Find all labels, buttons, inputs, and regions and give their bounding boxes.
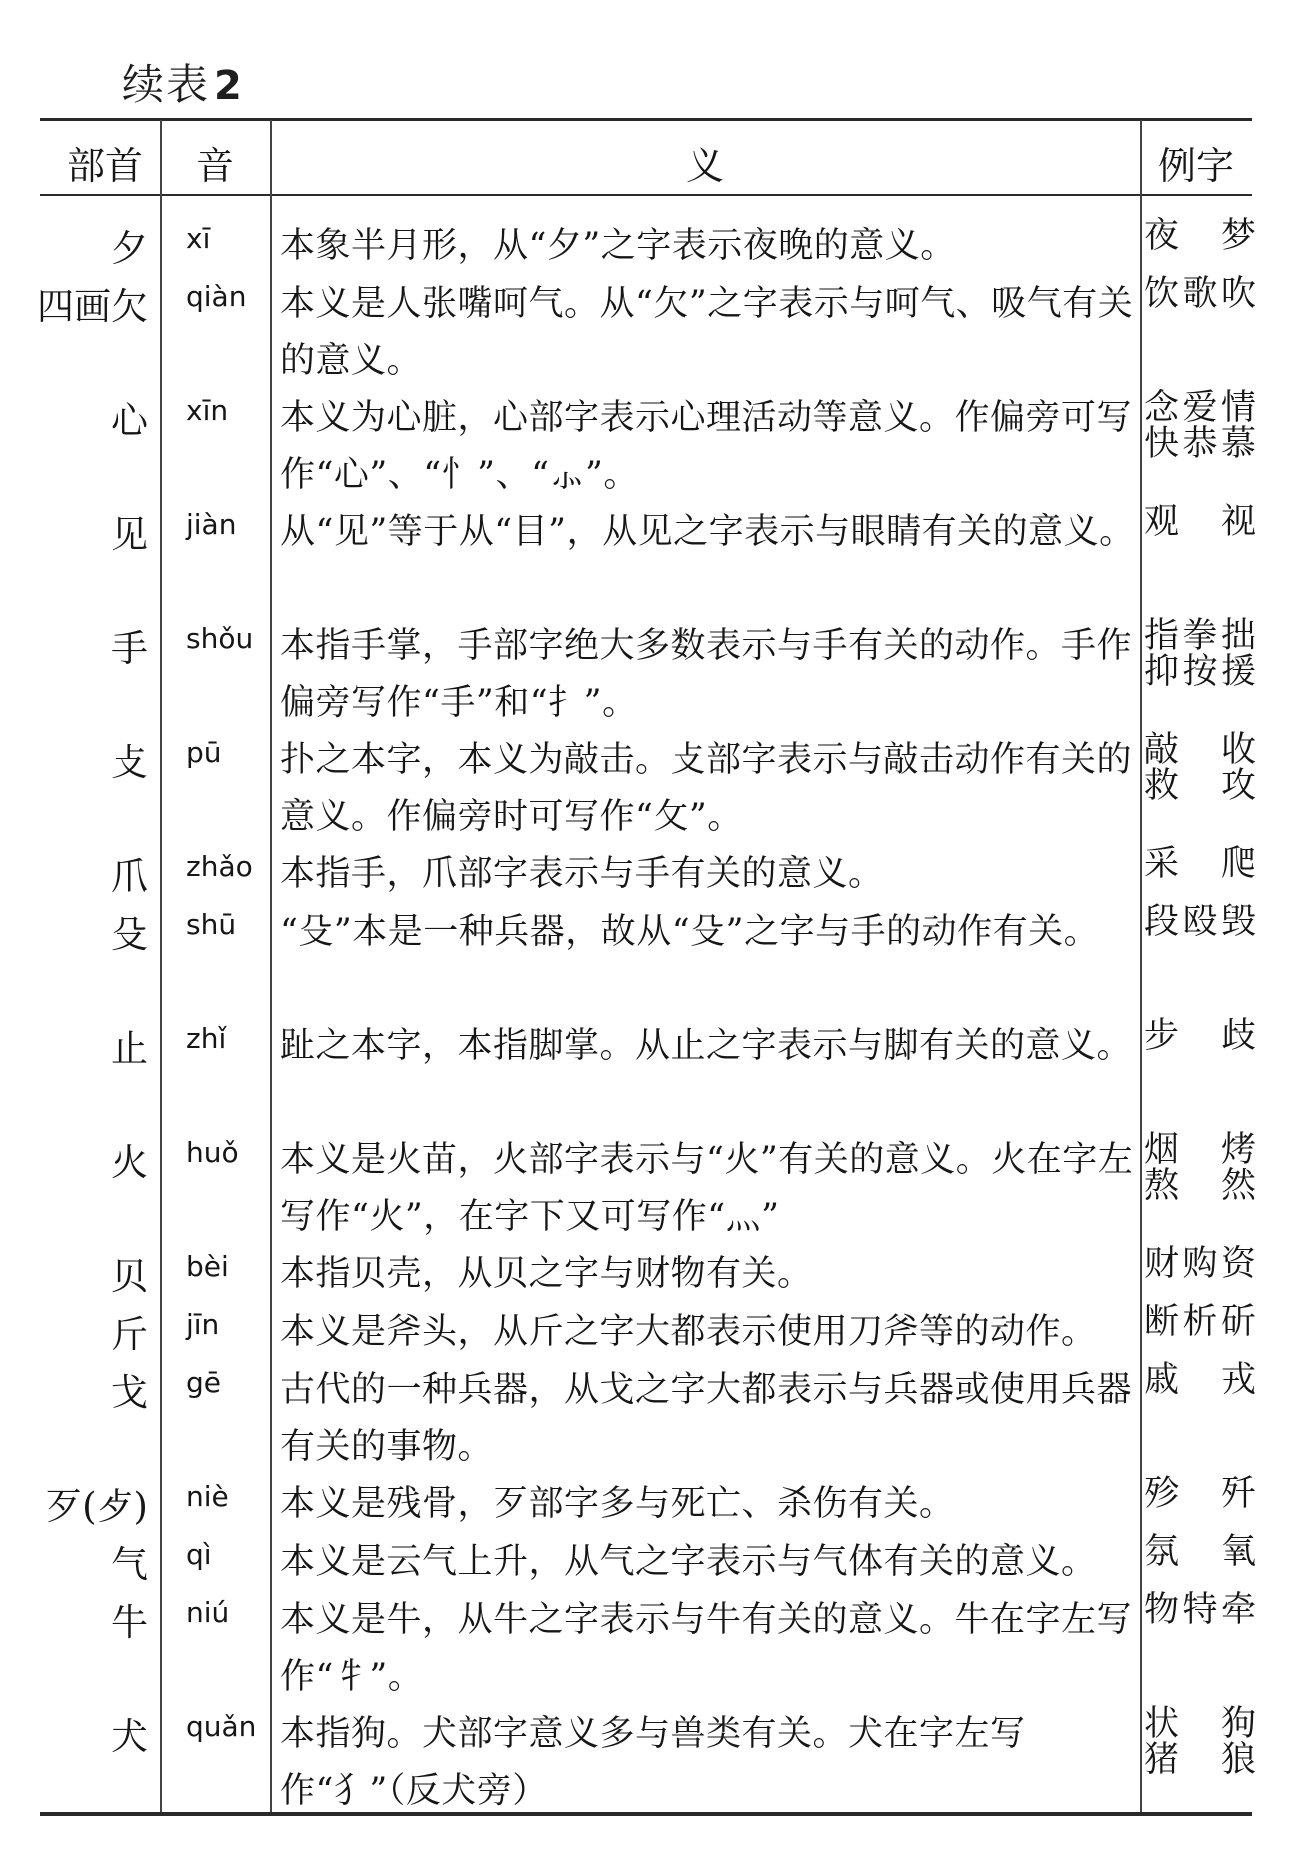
examples-cell [1144, 1706, 1256, 1778]
table-caption: 续表 2 [122, 60, 244, 109]
pinyin-cell: quǎn [186, 1710, 257, 1743]
examples-cell [1144, 904, 1256, 940]
radical-cell: 心 [111, 399, 148, 442]
radical-cell: 手 [111, 627, 148, 670]
meaning-cell: 本象半月形，从“夕”之字表示夜晚的意义。 [280, 226, 956, 266]
example-chars: 殄 歼 [1144, 1474, 1256, 1514]
examples-cell [1144, 1018, 1256, 1054]
header-radical: 部首 [66, 144, 143, 188]
radical-cell: 戈 [111, 1371, 148, 1414]
radical-cell: 火 [111, 1141, 148, 1184]
radical-cell: 气 [111, 1543, 148, 1586]
column-divider [270, 120, 272, 1812]
example-chars: 戚 戎 [1144, 1360, 1256, 1400]
meaning-cell: 本义为心脏，心部字表示心理活动等意义。作偏旁可写作“心”、“忄”、“⺗”。 [280, 398, 1133, 495]
examples-cell [1144, 1592, 1256, 1628]
meaning-cell: 趾之本字，本指脚掌。从止之字表示与脚有关的意义。 [280, 1026, 1133, 1066]
examples-cell [1144, 1534, 1256, 1570]
radical-cell: 斤 [111, 1313, 148, 1356]
examples-cell [1144, 1246, 1256, 1282]
pinyin-cell: qì [186, 1538, 212, 1571]
example-chars: 步 歧 [1144, 1016, 1256, 1056]
meaning-cell: 本义是斧头，从斤之字大都表示使用刀斧等的动作。 [280, 1312, 1097, 1352]
meaning-cell: 本指手掌，手部字绝大多数表示与手有关的动作。手作偏旁写作“手”和“扌”。 [280, 626, 1133, 723]
example-chars: 敲 收 [1144, 730, 1256, 770]
radical-cell: 止 [111, 1027, 148, 1070]
column-divider [1140, 120, 1142, 1812]
example-chars: 指拳拙 [1144, 616, 1256, 656]
examples-cell [1144, 1476, 1256, 1512]
meaning-cell: 本指手，爪部字表示与手有关的意义。 [280, 854, 884, 894]
radical-cell: 牛 [111, 1601, 148, 1644]
pinyin-cell: pū [186, 736, 222, 769]
pinyin-cell: zhǎo [186, 850, 253, 883]
pinyin-cell: niè [186, 1480, 229, 1513]
radical-cell: 爪 [111, 855, 148, 898]
pinyin-cell: qiàn [186, 280, 247, 313]
radical-cell: 贝 [111, 1255, 148, 1298]
meaning-cell: 本指贝壳，从贝之字与财物有关。 [280, 1254, 813, 1294]
meaning-cell: 本指狗。犬部字意义多与兽类有关。犬在字左写作“犭”（反犬旁） [280, 1714, 1026, 1811]
example-chars: 念爱情 [1144, 388, 1256, 428]
pinyin-cell: jīn [186, 1308, 220, 1341]
meaning-cell: 扑之本字，本义为敲击。攴部字表示与敲击动作有关的意义。作偏旁时可写作“攵”。 [280, 740, 1133, 837]
example-chars: 饮歌吹 [1144, 274, 1256, 314]
radical-cell: 犬 [111, 1715, 148, 1758]
header-examples: 例字 [1157, 144, 1234, 188]
example-chars: 烟 烤 [1144, 1130, 1256, 1170]
pinyin-cell: gē [186, 1366, 221, 1399]
table-top-rule [40, 118, 1252, 121]
radical-cell: 歹(歺) [45, 1485, 148, 1528]
radical-cell: 四画欠 [37, 285, 148, 328]
table-header-rule [40, 194, 1252, 196]
example-chars: 物特牵 [1144, 1590, 1256, 1630]
pinyin-cell: huǒ [186, 1136, 239, 1169]
examples-cell [1144, 732, 1256, 804]
meaning-cell: 本义是云气上升，从气之字表示与气体有关的意义。 [280, 1542, 1097, 1582]
radical-cell: 夕 [111, 227, 148, 270]
radical-cell: 攴 [111, 741, 148, 784]
example-chars: 断析斫 [1144, 1302, 1256, 1342]
meaning-cell: 古代的一种兵器，从戈之字大都表示与兵器或使用兵器有关的事物。 [280, 1370, 1133, 1467]
radical-cell: 见 [111, 513, 148, 556]
pinyin-cell: niú [186, 1596, 230, 1629]
meaning-cell: 本义是牛，从牛之字表示与牛有关的意义。牛在字左写作“牜”。 [280, 1600, 1133, 1697]
example-chars: 夜 梦 [1144, 216, 1256, 256]
example-chars: 状 狗 [1144, 1704, 1256, 1744]
column-divider [160, 120, 162, 1812]
example-chars: 熬 然 [1144, 1166, 1256, 1206]
example-chars: 观 视 [1144, 502, 1256, 542]
examples-cell [1144, 390, 1256, 462]
examples-cell [1144, 846, 1256, 882]
pinyin-cell: zhǐ [186, 1022, 227, 1055]
example-chars: 财购资 [1144, 1244, 1256, 1284]
header-meaning: 义 [685, 144, 724, 188]
example-chars: 氛 氧 [1144, 1532, 1256, 1572]
meaning-cell: 本义是人张嘴呵气。从“欠”之字表示与呵气、吸气有关的意义。 [280, 284, 1134, 381]
meaning-cell: 从“见”等于从“目”，从见之字表示与眼睛有关的意义。 [280, 512, 1135, 552]
pinyin-cell: bèi [186, 1250, 229, 1283]
example-chars: 采 爬 [1144, 844, 1256, 884]
examples-cell [1144, 618, 1256, 690]
meaning-cell: 本义是火苗，火部字表示与“火”有关的意义。火在字左写作“火”，在字下又可写作“灬” [280, 1140, 1134, 1237]
examples-cell [1144, 218, 1256, 254]
examples-cell [1144, 1362, 1256, 1398]
examples-cell [1144, 1304, 1256, 1340]
pinyin-cell: shǒu [186, 622, 254, 655]
example-chars: 快恭慕 [1144, 424, 1256, 464]
header-sound: 音 [195, 144, 234, 188]
examples-cell [1144, 276, 1256, 312]
pinyin-cell: xīn [186, 394, 229, 427]
examples-cell [1144, 504, 1256, 540]
example-chars: 猪 狼 [1144, 1740, 1256, 1780]
meaning-cell: 本义是残骨，歹部字多与死亡、杀伤有关。 [280, 1484, 955, 1524]
pinyin-cell: xī [186, 222, 211, 255]
example-chars: 抑按援 [1144, 652, 1256, 692]
pinyin-cell: jiàn [186, 508, 237, 541]
pinyin-cell: shū [186, 908, 237, 941]
examples-cell [1144, 1132, 1256, 1204]
example-chars: 段殴毁 [1144, 902, 1256, 942]
meaning-cell: “殳”本是一种兵器，故从“殳”之字与手的动作有关。 [280, 912, 1100, 952]
radical-cell: 殳 [111, 913, 148, 956]
example-chars: 救 攻 [1144, 766, 1256, 806]
